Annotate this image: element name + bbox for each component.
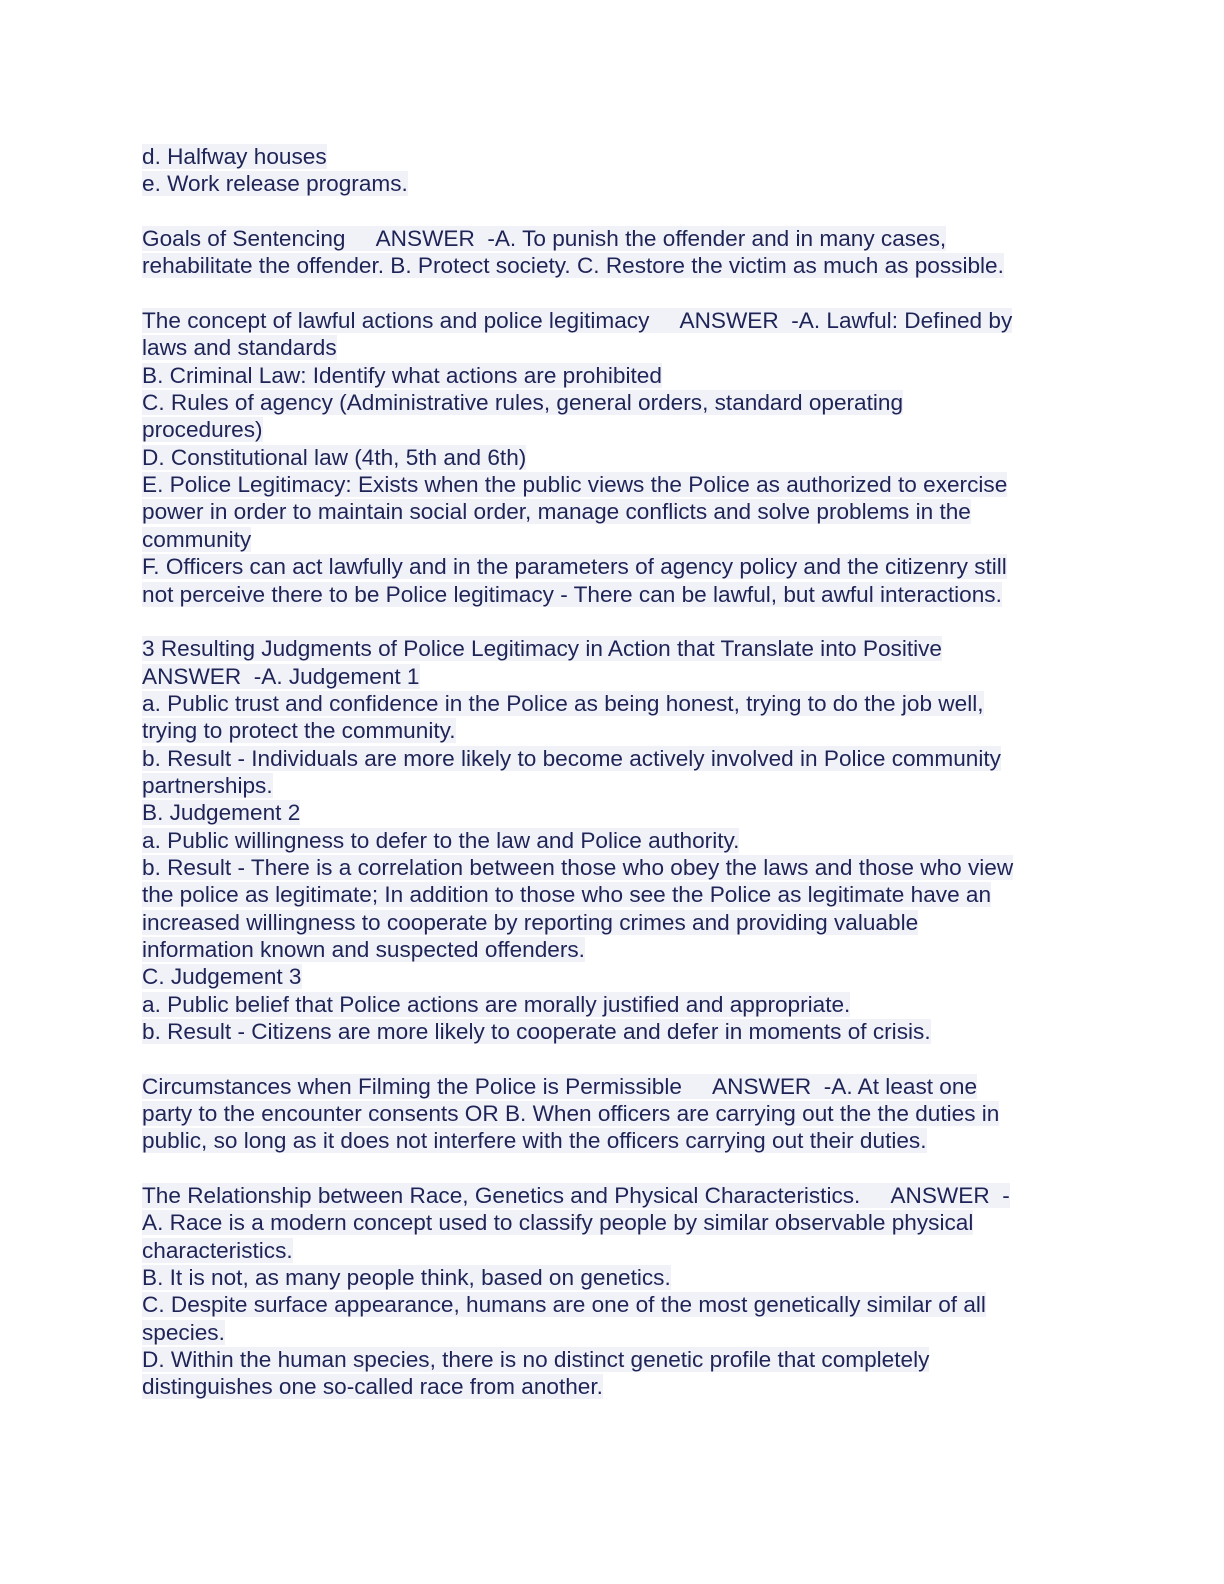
text-line [142, 1237, 1067, 1264]
text-line [142, 1209, 1067, 1236]
text-line [142, 498, 1067, 525]
text-line-content: a. Public willingness to defer to the law and Police authority. [142, 827, 740, 853]
blank-line [142, 280, 1067, 307]
text-line [142, 471, 1067, 498]
text-line-content: party to the encounter consents OR B. When officers are carrying out the the duties in [142, 1101, 1000, 1127]
text-line-content: F. Officers can act lawfully and in the parameters of agency policy and the citizenry still [142, 554, 1007, 580]
text-line [142, 526, 1067, 553]
text-line-content: distinguishes one so-called race from another. [142, 1374, 603, 1400]
document-page [142, 143, 1067, 1401]
blank-line [142, 1045, 1067, 1072]
text-line-content: partnerships. [142, 772, 273, 798]
text-line-content: b. Result - Citizens are more likely to cooperate and defer in moments of crisis. [142, 1019, 931, 1044]
text-line [142, 854, 1067, 881]
text-line-content: e. Work release programs. [142, 171, 408, 197]
text-line-content: ANSWER -A. Judgement 1 [142, 663, 420, 689]
text-line [142, 909, 1067, 936]
text-line-content: b. Result - Individuals are more likely to become actively involved in Police community [142, 745, 1001, 771]
text-line-content: d. Halfway houses [142, 144, 327, 169]
text-line [142, 745, 1067, 772]
text-line [142, 827, 1067, 854]
blank-line [142, 1155, 1067, 1182]
text-line-content: D. Constitutional law (4th, 5th and 6th) [142, 444, 527, 470]
text-line [142, 799, 1067, 826]
text-line-content: D. Within the human species, there is no distinct genetic profile that completely [142, 1347, 930, 1373]
blank-line [142, 608, 1067, 635]
text-line-content: laws and standards [142, 335, 337, 361]
text-line-content: public, so long as it does not interfere with the officers carrying out their duties. [142, 1128, 927, 1154]
text-line-content: information known and suspected offenders. [142, 936, 585, 962]
text-line-content: a. Public belief that Police actions are morally justified and appropriate. [142, 991, 851, 1017]
text-line [142, 881, 1067, 908]
text-line [142, 1346, 1067, 1373]
text-line [142, 690, 1067, 717]
text-line-content: A. Race is a modern concept used to classify people by similar observable physical [142, 1210, 974, 1236]
text-line [142, 1100, 1067, 1127]
text-line [142, 1264, 1067, 1291]
text-line-content: B. Criminal Law: Identify what actions are prohibited [142, 362, 662, 388]
text-line [142, 143, 1067, 170]
text-line-content: increased willingness to cooperate by reporting crimes and providing valuable [142, 909, 919, 935]
text-line [142, 553, 1067, 580]
text-line-content: a. Public trust and confidence in the Police as being honest, trying to do the job well, [142, 690, 984, 716]
text-line [142, 1073, 1067, 1100]
text-line [142, 362, 1067, 389]
text-line-content: C. Judgement 3 [142, 964, 302, 990]
text-line-content: procedures) [142, 417, 263, 443]
text-line [142, 389, 1067, 416]
text-line-content: The concept of lawful actions and police legitimacy ANSWER -A. Lawful: Defined by [142, 308, 1013, 334]
text-line-content: C. Rules of agency (Administrative rules, general orders, standard operating [142, 390, 904, 416]
text-line [142, 444, 1067, 471]
text-line-content: C. Despite surface appearance, humans are one of the most genetically similar of all [142, 1292, 986, 1318]
text-line-content: characteristics. [142, 1237, 293, 1263]
text-line-content: B. Judgement 2 [142, 800, 301, 826]
text-line [142, 1127, 1067, 1154]
text-line [142, 225, 1067, 252]
blank-line [142, 198, 1067, 225]
text-line-content: community [142, 526, 252, 552]
text-line [142, 936, 1067, 963]
text-line [142, 991, 1067, 1018]
text-line-content: Circumstances when Filming the Police is Permissible ANSWER -A. At least one [142, 1073, 978, 1099]
text-line-content: not perceive there to be Police legitimacy - There can be lawful, but awful interactions. [142, 581, 1002, 607]
text-line [142, 635, 1067, 662]
text-line-content: rehabilitate the offender. B. Protect society. C. Restore the victim as much as possible. [142, 253, 1004, 279]
text-line [142, 1291, 1067, 1318]
text-line-content: 3 Resulting Judgments of Police Legitimacy in Action that Translate into Positive [142, 636, 942, 662]
text-line [142, 772, 1067, 799]
text-line [142, 307, 1067, 334]
text-line-content: B. It is not, as many people think, based on genetics. [142, 1265, 671, 1291]
text-line-content: trying to protect the community. [142, 718, 456, 744]
text-line [142, 416, 1067, 443]
text-line [142, 252, 1067, 279]
text-line-content: The Relationship between Race, Genetics and Physical Characteristics. ANSWER - [142, 1183, 1010, 1209]
text-line [142, 663, 1067, 690]
text-line-content: b. Result - There is a correlation between those who obey the laws and those who view [142, 854, 1014, 880]
text-line [142, 170, 1067, 197]
text-line [142, 1319, 1067, 1346]
text-line [142, 1182, 1067, 1209]
text-line-content: Goals of Sentencing ANSWER -A. To punish the offender and in many cases, [142, 226, 947, 252]
text-line-content: the police as legitimate; In addition to those who see the Police as legitimate have an [142, 882, 992, 908]
text-line [142, 581, 1067, 608]
text-line-content: species. [142, 1319, 225, 1345]
text-line [142, 717, 1067, 744]
text-line [142, 1018, 1067, 1045]
text-line-content: E. Police Legitimacy: Exists when the public views the Police as authorized to exercise [142, 472, 1008, 498]
text-line [142, 963, 1067, 990]
text-line-content: power in order to maintain social order, manage conflicts and solve problems in the [142, 499, 971, 525]
text-line [142, 334, 1067, 361]
text-line [142, 1373, 1067, 1400]
